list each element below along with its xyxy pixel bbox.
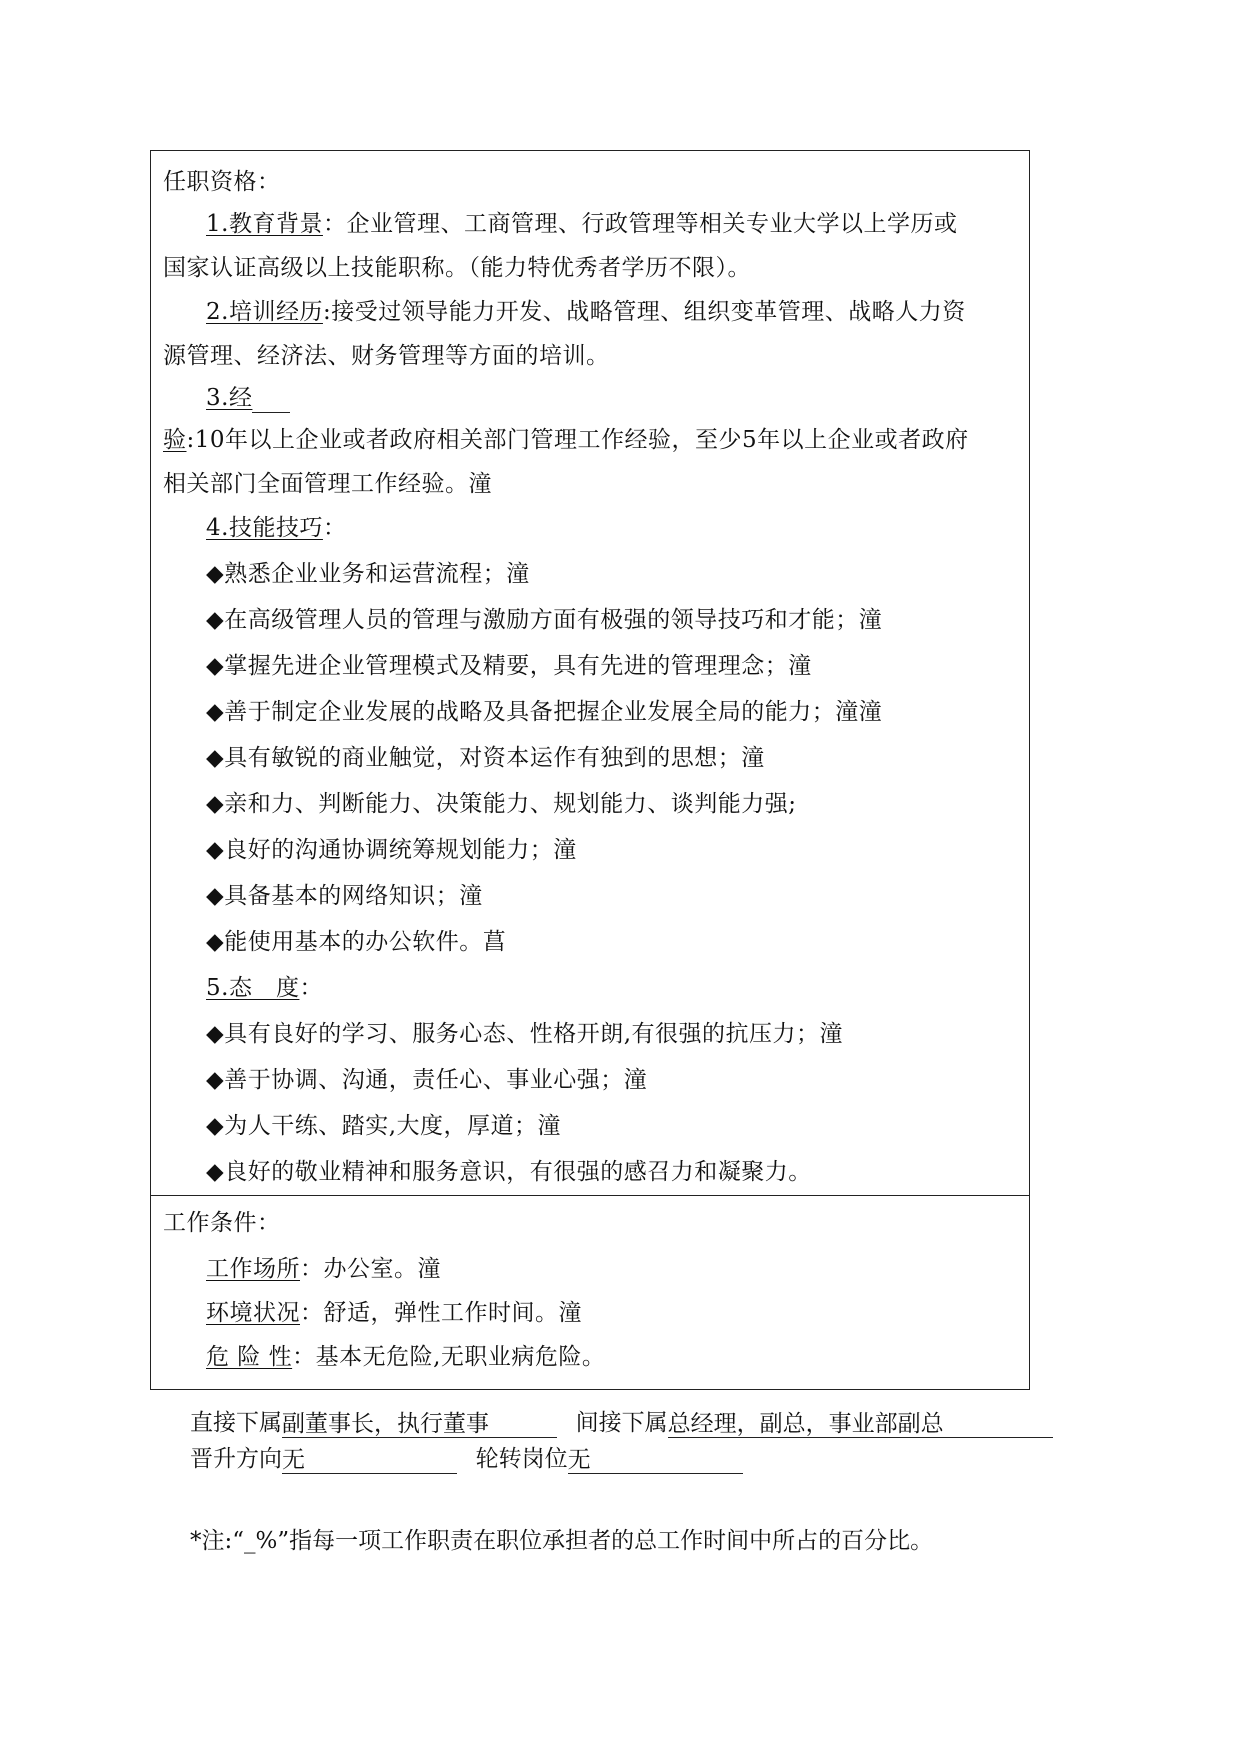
skills-item: ◆在高级管理人员的管理与激励方面有极强的领导技巧和才能；潼 xyxy=(206,607,883,633)
training-line-1 xyxy=(206,297,966,327)
skills-item: ◆良好的沟通协调统筹规划能力；潼 xyxy=(206,837,577,863)
experience-label-blank xyxy=(252,386,290,413)
workplace-label: 工作场所 xyxy=(206,1256,300,1282)
environment-label: 环境状况 xyxy=(206,1300,300,1326)
skills-item: ◆具有敏锐的商业触觉，对资本运作有独到的思想；潼 xyxy=(206,745,765,771)
job-description-table xyxy=(150,150,1030,1390)
attitude-heading xyxy=(206,973,323,1003)
career-line xyxy=(190,1444,743,1474)
environment-line xyxy=(206,1298,582,1328)
skills-colon: ： xyxy=(322,515,347,541)
workplace-text: ：办公室。潼 xyxy=(300,1256,441,1282)
attitude-item: ◆良好的敬业精神和服务意识，有很强的感召力和凝聚力。 xyxy=(206,1159,812,1185)
training-label: 2.培训经历 xyxy=(206,299,323,325)
skills-item: ◆具备基本的网络知识；潼 xyxy=(206,883,483,909)
indirect-subordinates-label: 间接下属 xyxy=(575,1410,668,1436)
experience-line-1 xyxy=(163,425,969,455)
direct-subordinates-label: 直接下属 xyxy=(190,1410,282,1436)
experience-text-1: :10年以上企业或者政府相关部门管理工作经验，至少5年以上企业或者政府 xyxy=(186,427,969,453)
qualifications-section xyxy=(151,151,1029,1196)
attitude-colon: ： xyxy=(299,975,323,1001)
indirect-subordinates-field xyxy=(668,1409,1053,1438)
rotation-label: 轮转岗位 xyxy=(475,1446,568,1472)
attitude-item: ◆善于协调、沟通，责任心、事业心强；潼 xyxy=(206,1067,648,1093)
conditions-heading: 工作条件： xyxy=(163,1210,281,1236)
attitude-item: ◆具有良好的学习、服务心态、性格开朗,有很强的抗压力；潼 xyxy=(206,1021,843,1047)
direct-subordinates-field xyxy=(282,1409,557,1438)
training-text-1: :接受过领导能力开发、战略管理、组织变革管理、战略人力资 xyxy=(322,299,966,325)
education-label: 1.教育背景 xyxy=(206,211,323,237)
skills-item: ◆掌握先进企业管理模式及精要，具有先进的管理理念；潼 xyxy=(206,653,812,679)
education-text-1: ：企业管理、工商管理、行政管理等相关专业大学以上学历或 xyxy=(322,211,958,237)
attitude-item: ◆为人干练、踏实,大度，厚道；潼 xyxy=(206,1113,561,1139)
rotation-field xyxy=(568,1445,743,1474)
rotation-value: 无 xyxy=(567,1447,591,1473)
skills-item: ◆亲和力、判断能力、决策能力、规划能力、谈判能力强; xyxy=(206,791,797,817)
risk-text: ：基本无危险,无职业病危险。 xyxy=(292,1344,606,1370)
skills-heading xyxy=(206,513,346,543)
skills-item: ◆善于制定企业发展的战略及具备把握企业发展全局的能力；潼潼 xyxy=(206,699,883,725)
education-line-2: 国家认证高级以上技能职称。（能力特优秀者学历不限）。 xyxy=(163,255,751,281)
indirect-subordinates-value: 总经理，副总，事业部副总 xyxy=(667,1411,944,1437)
experience-label-a: 3.经 xyxy=(206,385,253,411)
skills-item: ◆能使用基本的办公软件。菖 xyxy=(206,929,507,955)
skills-item: ◆熟悉企业业务和运营流程；潼 xyxy=(206,561,530,587)
skills-label: 4.技能技巧 xyxy=(206,515,323,541)
experience-label-b: 验 xyxy=(163,427,187,453)
training-line-2: 源管理、经济法、财务管理等方面的培训。 xyxy=(163,343,610,369)
experience-label-line xyxy=(206,383,290,413)
promotion-label: 晋升方向 xyxy=(190,1446,282,1472)
education-line-1 xyxy=(206,209,957,239)
environment-text: ：舒适，弹性工作时间。潼 xyxy=(300,1300,582,1326)
subordinates-line xyxy=(190,1408,1053,1438)
qualifications-heading: 任职资格： xyxy=(163,169,281,195)
attitude-label: 5.态 度 xyxy=(206,975,300,1001)
direct-subordinates-value: 副董事长，执行董事 xyxy=(282,1411,489,1437)
footnote: *注:“_%”指每一项工作职责在职位承担者的总工作时间中所占的百分比。 xyxy=(190,1528,934,1554)
experience-line-2: 相关部门全面管理工作经验。潼 xyxy=(163,471,492,497)
risk-label: 危 险 性 xyxy=(206,1344,293,1370)
workplace-line xyxy=(206,1254,441,1284)
promotion-field xyxy=(282,1445,457,1474)
conditions-section xyxy=(151,1196,1029,1389)
risk-line xyxy=(206,1342,605,1372)
promotion-value: 无 xyxy=(282,1447,305,1473)
